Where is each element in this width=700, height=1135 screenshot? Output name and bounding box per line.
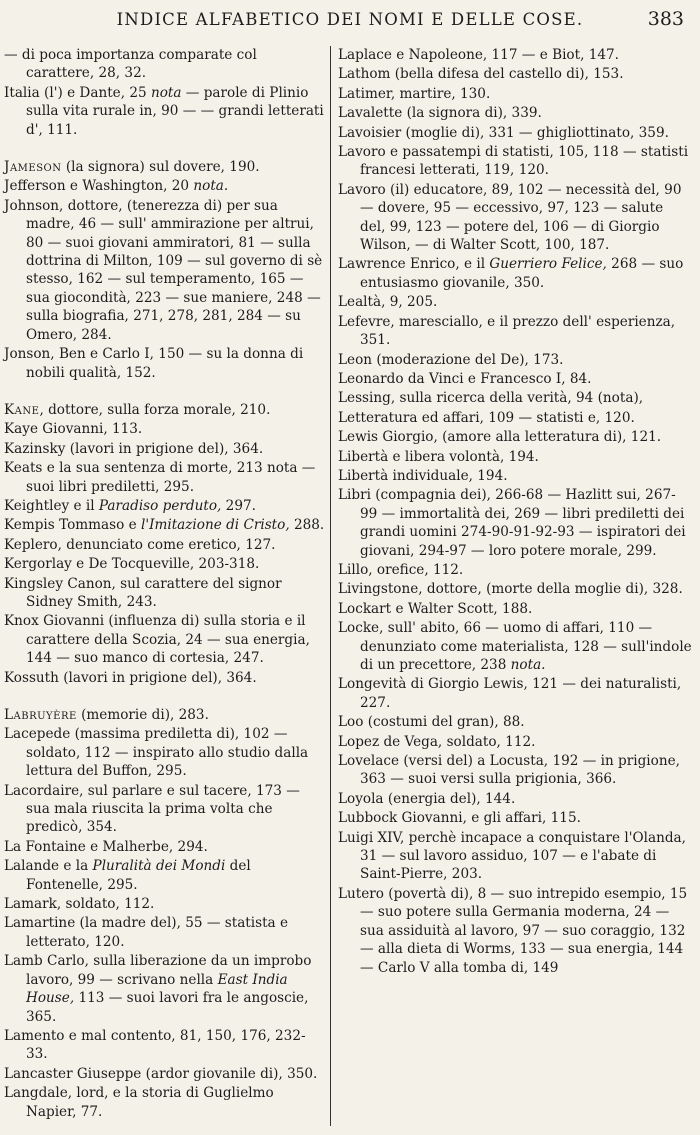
index-entry [338,351,692,369]
entry-text: Guerriero Felice, [489,256,607,273]
entry-text: La Fontaine e Malherbe, 294. [4,838,208,855]
index-entry [338,409,692,427]
index-entry [4,914,326,951]
index-entry [338,675,692,712]
running-header [0,8,700,38]
index-entry [338,65,692,83]
entry-text: Libri (compagnia dei), 266-68 — Hazlitt sui, 267-99 — immortalità dei, 269 — libri prediletti dei grandi uomini 274-90-91-92-93 — ispiratori dei giovani, 294-97 — loro potere morale, 299. [338,487,686,559]
index-entry [338,255,692,292]
entry-text: Leonardo da Vinci e Francesco I, 84. [338,370,592,387]
index-entry [338,600,692,618]
index-entry [4,197,326,344]
section-gap [4,383,326,401]
entry-text: l'Imitazione di Cristo, [141,517,290,534]
entry-text: Luigi XIV, perchè incapace a conquistare l'Olanda, 31 — sul lavoro assiduo, 107 — e l'abate di Saint-Pierre, 203. [338,829,686,883]
entry-text: — parole di Plinio sulla vita rurale in, 90 — — grandi letterati d', 111. [26,84,324,138]
entry-text: Pluralità dei Mondi [92,858,226,875]
entry-text: — di poca importanza comparate col carattere, 28, 32. [4,47,257,82]
entry-text: Lancaster Giuseppe (ardor giovanile di), 350. [4,1065,318,1082]
entry-text: Laplace e Napoleone, 117 — e Biot, 147. [338,47,619,63]
entry-text: Lavalette (la signora di), 339. [338,105,542,122]
entry-text: Lopez de Vega, soldato, 112. [338,733,536,750]
entry-text: Loo (costumi del gran), 88. [338,714,525,731]
index-entry [4,575,326,612]
index-entry [338,448,692,466]
entry-text: Kossuth (lavori in prigione del), 364. [4,669,257,686]
entry-text: Italia (l') e Dante, 25 [4,84,151,101]
right-column [338,46,692,978]
index-entry [4,1027,326,1064]
index-entry [4,401,326,419]
index-entry [4,857,326,894]
index-entry [338,124,692,142]
index-entry [4,706,326,724]
entry-text: (memorie di), 283. [76,707,209,723]
entry-text: Lutero (povertà di), 8 — suo intrepido esempio, 15 — suo potere sulla Germania moderna, 24 — sua assiduità al lavoro, 97 — suo coraggio, 132 — alla dieta di Worms, 133 — sua energia, 144 — Carlo V alla tomba di, 149 [338,885,688,976]
index-entry [4,725,326,780]
entry-text: Loyola (energia del), 144. [338,790,516,807]
entry-text: Lavoro (il) educatore, 89, 102 — necessità del, 90 — dovere, 95 — eccessivo, 97, 123 — salute del, 99, 123 — potere del, 106 — di Giorgio Wilson, — di Walter Scott, 100, 187. [338,181,682,254]
entry-text: Kane [4,401,40,418]
index-entry [338,313,692,350]
entry-text: (la signora) sul dovere, 190. [61,159,260,176]
entry-text: Lavoisier (moglie di), 331 — ghigliottinato, 359. [338,124,669,141]
entry-text: Lubbock Giovanni, e gli affari, 115. [338,810,581,827]
index-entry [4,420,326,438]
entry-text: Letteratura ed affari, 109 — statisti e, 120. [338,409,635,426]
entry-text: Jefferson e Washington, 20 [4,178,194,195]
entry-text: Lamento e mal contento, 81, 150, 176, 232-33. [4,1027,306,1063]
index-entry [338,467,692,485]
entry-text: Lefevre, maresciallo, e il prezzo dell' esperienza, 351. [338,313,676,349]
entry-text: 268 — suo entusiasmo giovanile, 350. [360,256,684,291]
entry-text: Lavoro e passatempi di statisti, 105, 118 — statisti francesi letterati, 119, 120. [338,144,689,179]
index-entry [338,809,692,827]
entry-text: Livingstone, dottore, (morte della moglie di), 328. [338,581,683,598]
entry-text: Lessing, sulla ricerca della verità, 94 (nota), [338,390,644,407]
index-entry [4,440,326,458]
entry-text: Lamb Carlo, sulla liberazione da un improbo lavoro, 99 — scrivano nella [4,953,312,988]
entry-text: Keats e la sua sentenza di morte, 213 nota — suoi libri prediletti, 295. [4,460,316,495]
entry-text: Kergorlay e De Tocqueville, 203-318. [4,556,260,573]
index-entry [338,829,692,884]
index-entry [338,46,692,64]
entry-text: nota [150,84,182,101]
entry-text: Lamartine (la madre del), 55 — statista e letterato, 120. [4,915,289,950]
index-entry [4,158,326,176]
index-entry [338,580,692,598]
entry-text: Knox Giovanni (influenza di) sulla storia e il carattere della Scozia, 24 — sua energia, 144 — suo manco di cortesia, 247. [4,613,310,667]
entry-text: Lalande e la [4,858,93,875]
index-entry [338,370,692,388]
index-entry [4,952,326,1026]
index-entry [4,669,326,687]
index-entry [4,555,326,573]
index-entry [4,516,326,534]
entry-text: Jameson [4,159,62,176]
entry-text: nota. [510,657,546,673]
entry-text: Paradiso perduto, [98,497,222,514]
index-entry [338,733,692,751]
index-entry [338,561,692,579]
index-entry [338,143,692,180]
entry-text: Leon (moderazione del De), 173. [338,351,564,368]
entry-text: Labruyère [4,707,77,723]
entry-text: Lacordaire, sul parlare e sul tacere, 173 — sua mala riuscita la prima volta che predicò, 354. [4,782,300,836]
page-title: INDICE ALFABETICO DEI NOMI E DELLE COSE. [116,10,584,29]
index-entry [338,428,692,446]
entry-text: Jonson, Ben e Carlo I, 150 — su la donna di nobili qualità, 152. [4,346,304,381]
index-entry [338,104,692,122]
entry-text: 288. [289,517,325,534]
entry-text: nota. [193,178,229,195]
index-entry [4,536,326,554]
entry-text: , dottore, sulla forza morale, 210. [39,401,271,418]
entry-text: del Fontenelle, 295. [26,858,251,893]
entry-text: Lillo, orefice, 112. [338,561,464,578]
index-entry [4,782,326,837]
entry-text: 297. [221,497,256,514]
entry-text: Longevità di Giorgio Lewis, 121 — dei naturalisti, 227. [338,676,682,711]
section-gap [4,688,326,706]
entry-text: Latimer, martire, 130. [338,85,491,102]
page-number: 383 [647,8,684,30]
index-entry [4,84,326,139]
left-column [4,46,326,1122]
section-gap [4,140,326,158]
entry-text: Lewis Giorgio, (amore alla letteratura di), 121. [338,429,662,446]
index-entry [4,459,326,496]
index-entry [338,85,692,103]
entry-text: Kazinsky (lavori in prigione del), 364. [4,440,264,457]
entry-text: 113 — suoi lavori fra le angoscie, 365. [26,990,309,1025]
entry-text: Lawrence Enrico, e il [338,256,490,273]
entry-text: East India House, [26,971,288,1007]
index-entry [338,790,692,808]
index-entry [338,181,692,255]
column-divider [330,46,331,1126]
index-entry [338,885,692,977]
index-entry [338,293,692,311]
index-entry [4,1084,326,1121]
index-entry [338,619,692,674]
index-entry [4,345,326,382]
entry-text: Lathom (bella difesa del castello di), 153. [338,66,624,83]
index-entry [338,389,692,407]
entry-text: Lealtà, 9, 205. [338,294,438,311]
entry-text: Kaye Giovanni, 113. [4,421,143,438]
entry-text: Johnson, dottore, (tenerezza di) per sua madre, 46 — sull' ammirazione per altrui, 80 — suoi giovani ammiratori, 81 — sulla dottrina di Milton, 109 — sul governo di sè stesso, 162 — sul temperamento, 165 — sua giocondità, 223 — sue maniere, 248 — sulla biografia, 271, 278, 281, 284 — su Omero, 284. [4,197,323,343]
entry-text: Locke, sull' abito, 66 — uomo di affari, 110 — denunziato come materialista, 128 — sull'indole di un precettore, 238 [338,620,692,673]
index-entry [4,838,326,856]
index-entry [4,612,326,667]
entry-text: Libertà e libera volontà, 194. [338,448,539,465]
entry-text: Kempis Tommaso e [4,517,141,534]
index-entry [4,895,326,913]
entry-text: Lacepede (massima prediletta di), 102 — soldato, 112 — inspirato allo studio dalla lettura del Buffon, 295. [4,726,309,780]
index-entry [338,713,692,731]
index-entry [4,1065,326,1083]
index-entry [4,497,326,515]
entry-text: Lockart e Walter Scott, 188. [338,600,533,617]
entry-text: Langdale, lord, e la storia di Guglielmo Napier, 77. [4,1085,274,1120]
index-entry [4,46,326,83]
index-entry [338,752,692,789]
entry-text: Lamark, soldato, 112. [4,896,155,913]
entry-text: Kingsley Canon, sul carattere del signor Sidney Smith, 243. [4,575,282,610]
index-entry [4,177,326,195]
entry-text: Keightley e il [4,497,99,514]
entry-text: Libertà individuale, 194. [338,467,508,484]
entry-text: Keplero, denunciato come eretico, 127. [4,536,276,553]
index-entry [338,486,692,560]
entry-text: Lovelace (versi del) a Locusta, 192 — in prigione, 363 — suoi versi sulla prigionia, 366. [338,753,680,788]
